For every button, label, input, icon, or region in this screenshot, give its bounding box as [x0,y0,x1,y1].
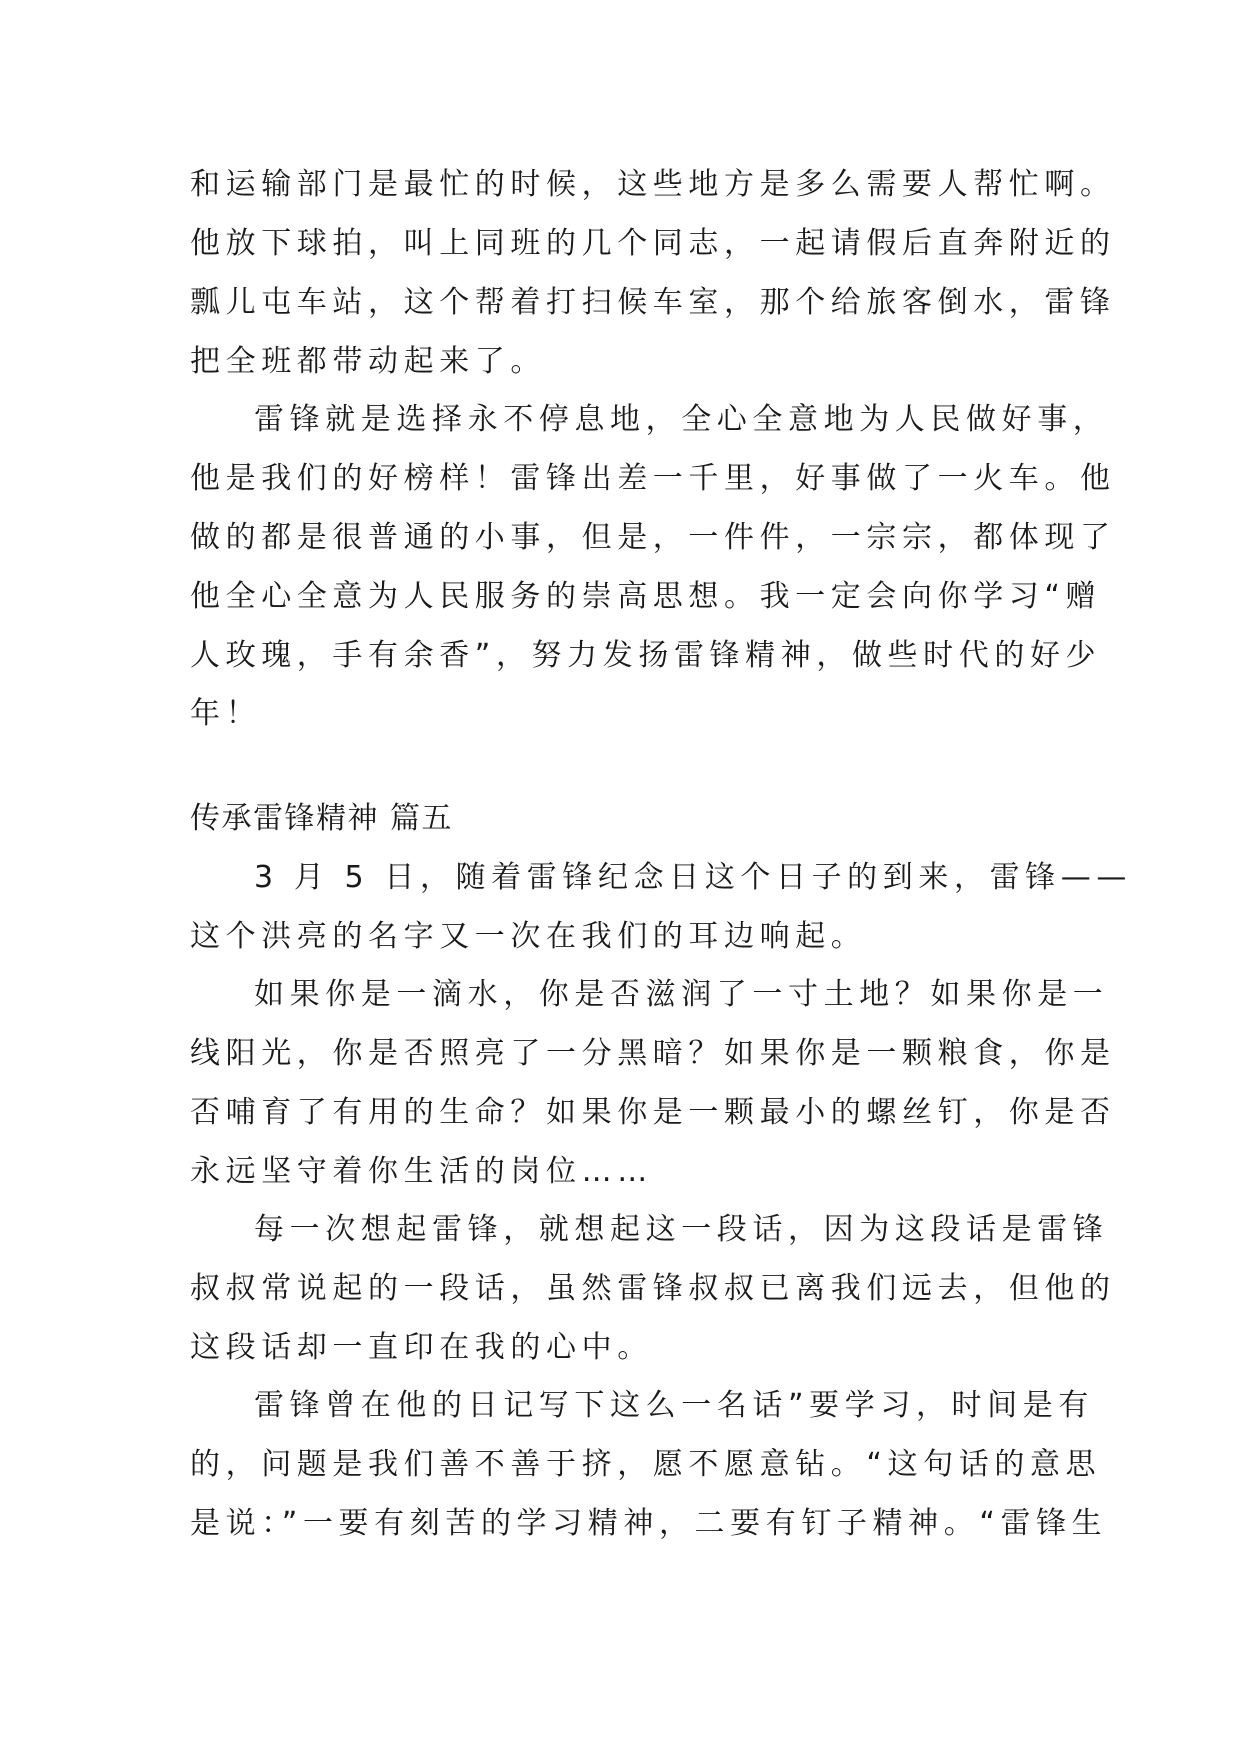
text-line: 雷锋曾在他的日记写下这么一名话”要学习，时间是有 [254,1388,1094,1423]
text-line: 这个洪亮的名字又一次在我们的耳边响起。 [190,919,867,954]
text-line: 雷锋就是选择永不停息地，全心全意地为人民做好事， [254,402,1109,437]
text-line: 线阳光，你是否照亮了一分黑暗？如果你是一颗粮食，你是 [190,1036,1116,1071]
text-line: 如果你是一滴水，你是否滋润了一寸土地？如果你是一 [254,977,1109,1012]
text-line: 瓢儿屯车站，这个帮着打扫候车室，那个给旅客倒水，雷锋 [190,285,1116,320]
text-line: 年！ [190,696,262,731]
text-line: 他是我们的好榜样！雷锋出差一千里，好事做了一火车。他 [190,461,1116,496]
text-line: 这段话却一直印在我的心中。 [190,1330,653,1365]
text-line: 每一次想起雷锋，就想起这一段话，因为这段话是雷锋 [254,1212,1109,1247]
text-line: 人玫瑰，手有余香”，努力发扬雷锋精神，做些时代的好少 [190,638,1102,673]
text-line: 永远坚守着你生活的岗位…… [190,1154,653,1189]
text-line: 把全班都带动起来了。 [190,344,546,379]
text-line: 他全心全意为人民服务的崇高思想。我一定会向你学习“赠 [190,579,1102,614]
text-line: 叔叔常说起的一段话，虽然雷锋叔叔已离我们远去，但他的 [190,1271,1116,1306]
text-line: 是说：”一要有刻苦的学习精神，二要有钉子精神。“雷锋生 [190,1506,1108,1541]
text-line: 做的都是很普通的小事，但是，一件件，一宗宗，都体现了 [190,520,1116,555]
text-line: 3 月 5 日，随着雷锋纪念日这个日子的到来，雷锋—— [254,860,1132,895]
text-line: 否哺育了有用的生命？如果你是一颗最小的螺丝钉，你是否 [190,1095,1116,1130]
text-line: 和运输部门是最忙的时候，这些地方是多么需要人帮忙啊。 [190,167,1116,202]
section-heading: 传承雷锋精神 篇五 [190,801,454,836]
text-line: 他放下球拍，叫上同班的几个同志，一起请假后直奔附近的 [190,226,1116,261]
text-line: 的，问题是我们善不善于挤，愿不愿意钻。“这句话的意思 [190,1447,1102,1482]
